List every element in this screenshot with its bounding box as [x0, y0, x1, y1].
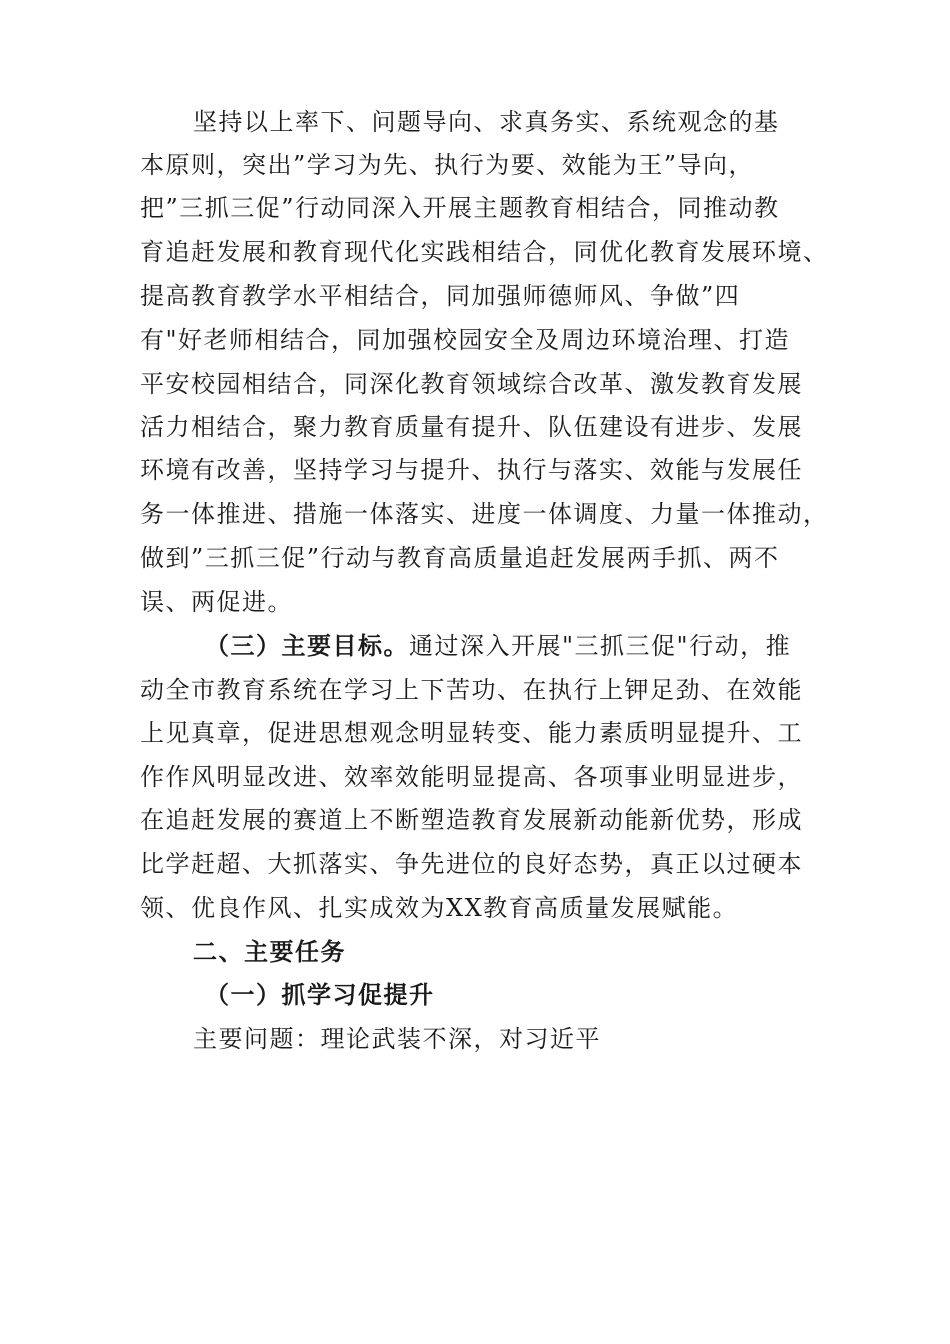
- paragraph-2-line: 在追赶发展的赛道上不断塑造教育发展新动能新优势，形成: [140, 806, 803, 834]
- paragraph-1-line: 务一体推进、措施一体落实、进度一体调度、力量一体推动，: [140, 500, 829, 528]
- paragraph-1-line: 坚持以上率下、问题导向、求真务实、系统观念的基: [193, 108, 780, 136]
- paragraph-2-line: 领、优良作风、扎实成效为XX教育高质量发展赋能。: [140, 894, 739, 922]
- paragraph-1-line: 育追赶发展和教育现代化实践相结合，同优化教育发展环境、: [140, 238, 829, 266]
- paragraph-2-text: 通过深入开展"三抓三促"行动，推: [409, 632, 792, 660]
- paragraph-1-line: 提高教育教学水平相结合，同加强师德师风、争做”四: [140, 282, 741, 310]
- section-title-main-tasks: 二、主要任务: [193, 938, 346, 966]
- paragraph-1-line: 把”三抓三促”行动同深入开展主题教育相结合，同推动教: [140, 194, 780, 222]
- paragraph-1-line: 误、两促进。: [140, 588, 293, 616]
- section-heading-main-goals: （三）主要目标。: [205, 632, 409, 660]
- paragraph-2-line: 比学赶超、大抓落实、争先进位的良好态势，真正以过硬本: [140, 850, 803, 878]
- paragraph-2-line: 作作风明显改进、效率效能明显提高、各项事业明显进步，: [140, 763, 803, 791]
- paragraph-1-line: 环境有改善，坚持学习与提升、执行与落实、效能与发展任: [140, 456, 803, 484]
- paragraph-1-line: 平安校园相结合，同深化教育领域综合改革、激发教育发展: [140, 370, 803, 398]
- paragraph-2-line: 动全市教育系统在学习上下苦功、在执行上钾足劲、在效能: [140, 676, 803, 704]
- paragraph-2-line: 上见真章，促进思想观念明显转变、能力素质明显提升、工: [140, 719, 803, 747]
- paragraph-1-line: 有"好老师相结合，同加强校园安全及周边环境治理、打造: [140, 326, 791, 354]
- problem-line: 主要问题：理论武装不深，对习近平: [193, 1025, 601, 1053]
- paragraph-1-line: 本原则，突出”学习为先、执行为要、效能为王”导向，: [140, 151, 755, 179]
- subsection-title-study: （一）抓学习促提升: [205, 981, 435, 1009]
- paragraph-1-line: 活力相结合，聚力教育质量有提升、队伍建设有进步、发展: [140, 413, 803, 441]
- paragraph-2-first-line: [205, 631, 791, 661]
- paragraph-1-line: 做到”三抓三促”行动与教育高质量追赶发展两手抓、两不: [140, 544, 780, 572]
